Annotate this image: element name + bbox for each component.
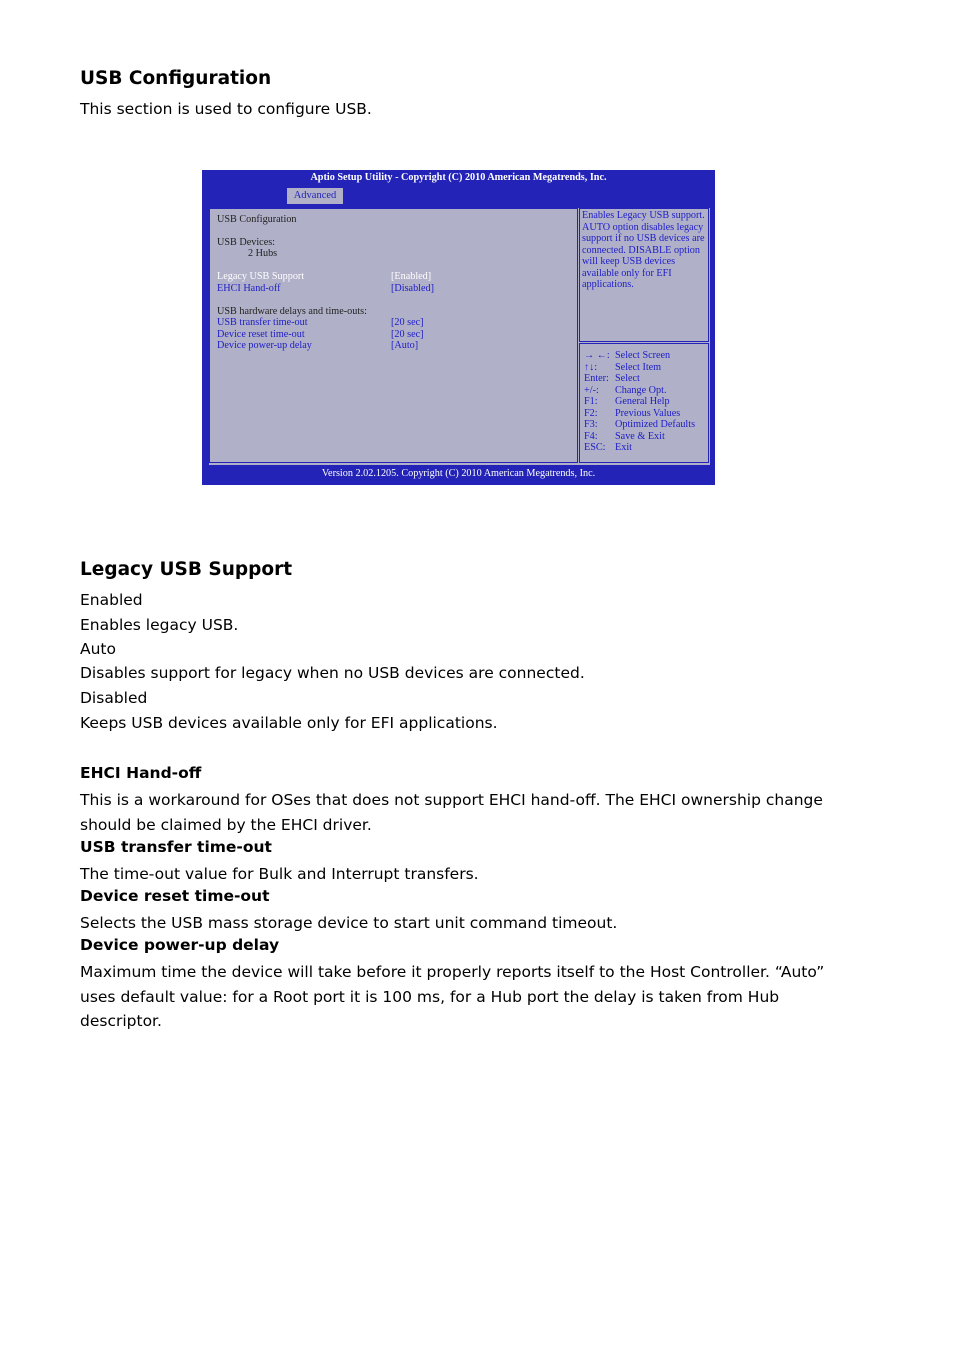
key-row (584, 431, 665, 443)
key-action: General Help (615, 396, 670, 407)
key-label: → ←: (584, 350, 610, 361)
key-label: F3: (584, 419, 598, 430)
key-action: Save & Exit (615, 430, 665, 442)
legacy-heading: Legacy USB Support (80, 559, 293, 580)
key-action: Select Screen (615, 350, 671, 361)
key-label: F2: (584, 407, 598, 419)
bios-delays-label: USB hardware delays and time-outs: (217, 306, 367, 317)
bios-help-text: Enables Legacy USB support. AUTO option disables legacy support if no USB devices are connected. DISABLE option will keep USB devices available only for EFI applications. (582, 210, 705, 290)
bios-main-panel (209, 208, 578, 463)
key-action: Previous Values (615, 407, 681, 419)
key-row (584, 362, 661, 374)
legacy-line: Disables support for legacy when no USB devices are connected. (80, 664, 585, 682)
key-row (584, 350, 670, 362)
key-row (584, 419, 695, 431)
legacy-usb-support-label[interactable]: Legacy USB Support (217, 271, 305, 282)
bios-help-panel (579, 208, 709, 342)
powerup-text: descriptor. (80, 1012, 162, 1030)
key-row (584, 408, 680, 420)
key-row (584, 373, 640, 385)
key-label: F1: (584, 396, 598, 407)
bios-screenshot (202, 170, 715, 485)
usb-transfer-timeout-value[interactable]: [20 sec] (391, 317, 424, 328)
reset-text: Selects the USB mass storage device to start unit command timeout. (80, 914, 618, 932)
key-label: Enter: (584, 373, 609, 384)
device-reset-timeout-value[interactable]: [20 sec] (391, 329, 424, 340)
reset-heading: Device reset time-out (80, 887, 270, 905)
powerup-text: uses default value: for a Root port it is 100 ms, for a Hub port the delay is taken from Hub (80, 988, 780, 1006)
bios-devices-value: 2 Hubs (248, 248, 278, 259)
key-row (584, 396, 670, 408)
transfer-text: The time-out value for Bulk and Interrupt transfers. (80, 865, 479, 883)
ehci-text: This is a workaround for OSes that does not support EHCI hand-off. The EHCI ownership change (80, 791, 823, 809)
key-label: +/-: (584, 384, 599, 396)
key-row (584, 385, 667, 397)
key-action: Select Item (615, 361, 662, 373)
powerup-text: Maximum time the device will take before it properly reports itself to the Host Controller. “Auto” (80, 963, 825, 981)
ehci-text: should be claimed by the EHCI driver. (80, 816, 372, 834)
device-reset-timeout-label[interactable]: Device reset time-out (217, 329, 305, 340)
bios-body (208, 207, 711, 466)
ehci-handoff-value[interactable]: [Disabled] (391, 283, 434, 294)
key-label: F4: (584, 430, 598, 442)
legacy-line: Enabled (80, 591, 143, 609)
device-powerup-delay-label[interactable]: Device power-up delay (217, 340, 312, 351)
key-label: ↑↓: (584, 361, 598, 373)
legacy-usb-support-value[interactable]: [Enabled] (391, 271, 432, 282)
key-row (584, 442, 632, 454)
legacy-line: Enables legacy USB. (80, 616, 239, 634)
key-action: Change Opt. (615, 384, 667, 396)
bios-title: Aptio Setup Utility - Copyright (C) 2010 American Megatrends, Inc. (310, 172, 607, 183)
usb-transfer-timeout-label[interactable]: USB transfer time-out (217, 317, 308, 328)
ehci-heading: EHCI Hand-off (80, 764, 202, 782)
page-heading: USB Configuration (80, 68, 272, 89)
bios-devices-label: USB Devices: (217, 237, 276, 248)
bios-section-title: USB Configuration (217, 214, 297, 225)
key-action: Select (615, 373, 640, 384)
bios-keys-panel (579, 343, 709, 463)
legacy-line: Keeps USB devices available only for EFI applications. (80, 714, 498, 732)
device-powerup-delay-value[interactable]: [Auto] (391, 340, 419, 351)
key-label: ESC: (584, 442, 606, 453)
legacy-line: Disabled (80, 689, 148, 707)
bios-tabbar (202, 187, 715, 205)
key-action: Optimized Defaults (615, 419, 696, 430)
legacy-line: Auto (80, 640, 116, 658)
tab-advanced[interactable]: Advanced (287, 188, 343, 204)
intro-text: This section is used to configure USB. (80, 100, 372, 118)
transfer-heading: USB transfer time-out (80, 838, 272, 856)
ehci-handoff-label[interactable]: EHCI Hand-off (217, 283, 281, 294)
powerup-heading: Device power-up delay (80, 936, 280, 954)
bios-footer: Version 2.02.1205. Copyright (C) 2010 American Megatrends, Inc. (321, 468, 596, 479)
key-action: Exit (615, 442, 632, 453)
